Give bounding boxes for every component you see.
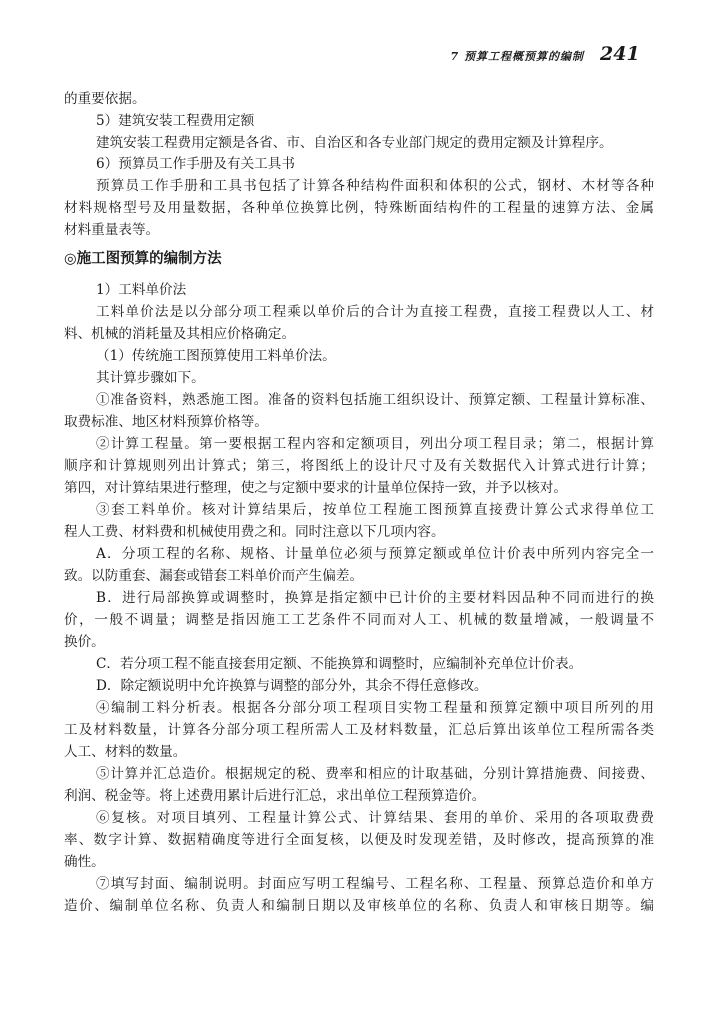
text-line: 取费标准、地区材料预算价格等。 <box>64 414 268 430</box>
text-line: 第四，对计算结果进行整理，使之与定额中要求的计量单位保持一致，并予以核对。 <box>64 480 567 496</box>
text-line: ⑤计算并汇总造价。根据规定的税、费率和相应的计取基础，分别计算措施费、间接费、 <box>96 766 654 782</box>
text-line: 人工、材料的数量。 <box>64 744 187 760</box>
subheading: 5）建筑安装工程费用定额 <box>96 113 255 129</box>
text-line: ⑥复核。对项目填列、工程量计算公式、计算结果、套用的单价、采用的各项取费费 <box>96 810 654 826</box>
text-line: 价，一般不调量；调整是指因施工工艺条件不同而对人工、机械的数量增减，一般调量不 <box>64 612 654 628</box>
text-line: 料、机械的消耗量及其相应价格确定。 <box>64 326 296 342</box>
text-line: 造价、编制单位名称、负责人和编制日期以及审核单位的名称、负责人和审核日期等。编 <box>64 898 654 914</box>
page-number: 241 <box>600 43 640 65</box>
text-line: 材料重量表等。 <box>64 222 160 238</box>
text-line: 材料规格型号及用量数据，各种单位换算比例，特殊断面结构件的工程量的速算方法、金属 <box>64 200 654 216</box>
text-line: 顺序和计算规则列出计算式；第三，将图纸上的设计尺寸及有关数据代入计算式进行计算； <box>64 458 654 474</box>
text-line: 工及材料数量，计算各分部分项工程所需人工及材料数量，汇总后算出该单位工程所需各类 <box>64 722 654 738</box>
text-line: （1）传统施工图预算使用工料单价法。 <box>96 348 336 364</box>
text-line: 程人工费、材料费和机械使用费之和。同时注意以下几项内容。 <box>64 524 445 540</box>
text-line: ②计算工程量。第一要根据工程内容和定额项目，列出分项工程目录；第二，根据计算 <box>96 436 654 452</box>
subheading: 1）工料单价法 <box>96 282 187 298</box>
text-line: A．分项工程的名称、规格、计量单位必须与预算定额或单位计价表中所列内容完全一 <box>96 546 654 562</box>
text-line: 预算员工作手册和工具书包括了计算各种结构件面积和体积的公式，钢材、木材等各种 <box>96 178 654 194</box>
subheading: 6）预算员工作手册及有关工具书 <box>96 156 295 172</box>
text-line: 工料单价法是以分部分项工程乘以单价后的合计为直接工程费，直接工程费以人工、材 <box>96 304 654 320</box>
text-line: 利润、税金等。将上述费用累计后进行汇总，求出单位工程预算造价。 <box>64 788 486 804</box>
text-line: 致。以防重套、漏套或错套工料单价而产生偏差。 <box>64 568 364 584</box>
text-line: ③套工料单价。核对计算结果后，按单位工程施工图预算直接费计算公式求得单位工 <box>96 502 654 518</box>
running-header <box>0 44 712 68</box>
text-line: D．除定额说明中允许换算与调整的部分外，其余不得任意修改。 <box>96 678 488 694</box>
text-line: 换价。 <box>64 634 105 650</box>
text-line: 率、数字计算、数据精确度等进行全面复核，以便及时发现差错，及时修改，提高预算的准 <box>64 832 654 848</box>
text-line: ④编制工料分析表。根据各分部分项工程项目实物工程量和预算定额中项目所列的用 <box>96 700 654 716</box>
text-line: ①准备资料，熟悉施工图。准备的资料包括施工组织设计、预算定额、工程量计算标准、 <box>96 392 654 408</box>
text-line: 其计算步骤如下。 <box>96 370 205 386</box>
text-line: ⑦填写封面、编制说明。封面应写明工程编号、工程名称、工程量、预算总造价和单方 <box>96 876 654 892</box>
text-line: 建筑安装工程费用定额是各省、市、自治区和各专业部门规定的费用定额及计算程序。 <box>96 135 613 151</box>
text-line: C．若分项工程不能直接套用定额、不能换算和调整时，应编制补充单位计价表。 <box>96 656 583 672</box>
section-heading: ◎施工图预算的编制方法 <box>64 250 222 267</box>
text-line: 的重要依据。 <box>64 91 146 107</box>
text-line: B．进行局部换算或调整时，换算是指定额中已计价的主要材料因品种不同而进行的换 <box>96 590 654 606</box>
text-line: 确性。 <box>64 854 105 870</box>
chapter-title: 7 预算工程概预算的编制 <box>450 50 584 63</box>
